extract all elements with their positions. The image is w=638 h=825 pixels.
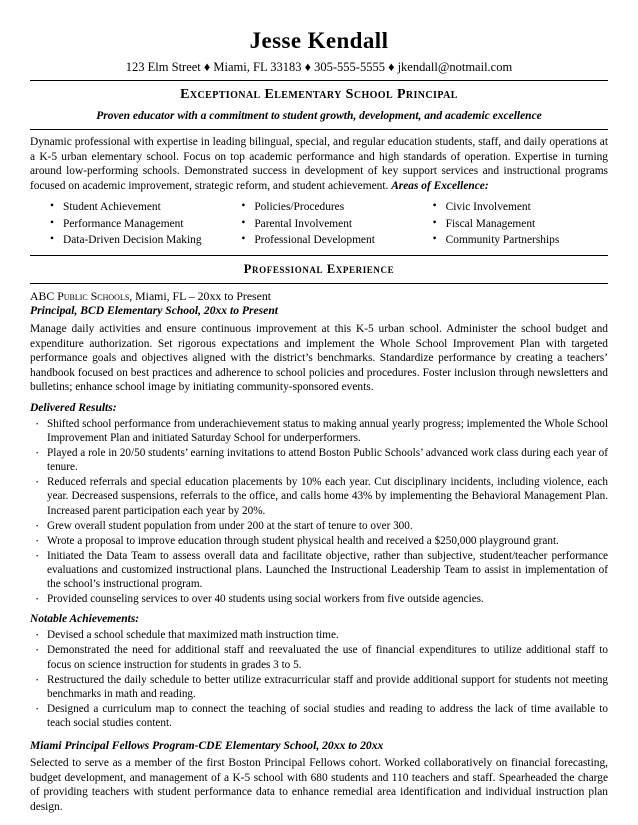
employer-line bbox=[30, 289, 608, 304]
list-item: • Professional Development bbox=[241, 232, 416, 249]
list-item: · Provided counseling services to over 40 students using social workers from five outside agencies. bbox=[30, 592, 608, 606]
list-item: · Played a role in 20/50 students’ earning invitations to attend Boston Public Schools’ advanced work class during each year of tenure. bbox=[30, 446, 608, 474]
list-item: · Wrote a proposal to improve education through student physical health and received a $250,000 playground grant. bbox=[30, 534, 608, 548]
list-item: · Reduced referrals and special education placements by 10% each year. Cut disciplinary incidents, including violence, each year. Decreased suspensions, referrals to the office, and calls home 43% by implementing the Behavioral Management Plan. Increased parent participation each year by 20%. bbox=[30, 475, 608, 517]
summary-paragraph bbox=[30, 135, 608, 193]
list-item: · Shifted school performance from underachievement status to making annual yearly progress; implemented the Whole School Improvement Plan and initiated Saturday School for underperformers. bbox=[30, 417, 608, 445]
excellence-column-1 bbox=[30, 199, 225, 249]
list-item: · Devised a school schedule that maximized math instruction time. bbox=[30, 628, 608, 642]
job-title: Principal, BCD Elementary School, 20xx to Present bbox=[30, 303, 278, 317]
employer-name: ABC Public Schools bbox=[30, 288, 130, 303]
list-item: • Performance Management bbox=[50, 216, 225, 233]
divider-below-experience-title bbox=[30, 283, 608, 284]
list-item: • Civic Involvement bbox=[433, 199, 608, 216]
summary-emphasis: Areas of Excellence: bbox=[391, 179, 489, 192]
page-title: Jesse Kendall bbox=[249, 28, 389, 53]
list-item: · Grew overall student population from under 200 at the start of tenure to over 300. bbox=[30, 519, 608, 533]
job-summary: Manage daily activities and ensure continuous improvement at this K-5 urban school. Administer the school budget and expenditure authorization. Set rigorous expectations and implement the Whole School Improvement Plan with targeted performance goals and objectives aligned with the district’s benchmarks. Standardize performance by creating a teachers’ handbook focused on best practices and adherence to school policies and procedures. Foster inclusion through newsletters and bulletins; enhance school image by initiating community-sponsored events. bbox=[30, 322, 608, 394]
excellence-column-3 bbox=[417, 199, 608, 249]
contact-line: 123 Elm Street ♦ Miami, FL 33183 ♦ 305-555-5555 ♦ jkendall@notmail.com bbox=[125, 60, 513, 74]
list-item: • Student Achievement bbox=[50, 199, 225, 216]
delivered-results-list bbox=[30, 417, 608, 606]
list-item: · Restructured the daily schedule to better utilize extracurricular staff and provide additional support for students not meeting benchmarks in math and reading. bbox=[30, 673, 608, 701]
fellows-program-text: Selected to serve as a member of the first Boston Principal Fellows cohort. Worked collaboratively on financial forecasting, budget development, and management of a K-5 school with 680 students and 110 teachers and staff. Spearheaded the charge of providing teachers with student performance data to enhance remedial area identification and individual instruction plan design. bbox=[30, 757, 608, 813]
section-title-experience: Professional Experience bbox=[243, 261, 395, 276]
fellows-program-title: Miami Principal Fellows Program-CDE Elementary School, 20xx to 20xx bbox=[30, 739, 384, 753]
delivered-results-heading: Delivered Results: bbox=[30, 401, 117, 414]
areas-of-excellence bbox=[30, 199, 608, 249]
notable-achievements-list bbox=[30, 628, 608, 730]
list-item: • Parental Involvement bbox=[241, 216, 416, 233]
list-item: • Policies/Procedures bbox=[241, 199, 416, 216]
employer-location-dates: , Miami, FL – 20xx to Present bbox=[129, 288, 272, 303]
tagline: Proven educator with a commitment to student growth, development, and academic excellence bbox=[96, 110, 542, 122]
divider-above-experience bbox=[30, 255, 608, 256]
divider-under-tagline bbox=[30, 129, 608, 130]
list-item: · Initiated the Data Team to assess overall data and facilitate objective, rather than subjective, student/teacher performance evaluations and customized instructional plans. Launched the Instructional Leadership Team to assist in implementation of the school’s instructional program. bbox=[30, 549, 608, 591]
list-item: • Data-Driven Decision Making bbox=[50, 232, 225, 249]
list-item: · Demonstrated the need for additional staff and reevaluated the use of financial expenditures to utilize additional staff to focus on science instruction for students in grades 3 to 5. bbox=[30, 643, 608, 671]
headline: Exceptional Elementary School Principal bbox=[180, 87, 458, 102]
excellence-column-2 bbox=[225, 199, 416, 249]
list-item: • Community Partnerships bbox=[433, 232, 608, 249]
list-item: • Fiscal Management bbox=[433, 216, 608, 233]
notable-achievements-heading: Notable Achievements: bbox=[30, 613, 140, 626]
divider-top bbox=[30, 80, 608, 81]
list-item: · Designed a curriculum map to connect the teaching of social studies and reading to address the lack of time available to teach social studies content. bbox=[30, 702, 608, 730]
summary-text: Dynamic professional with expertise in leading bilingual, special, and regular education students, staff, and daily operations at a K-5 urban elementary school. Focus on top academic performance and high standards of operation. Expertise in turning around low-performing schools. Demonstrated success in development of key support services and instructional programs focused on academic improvement, strategic reform, and student achievement. bbox=[30, 136, 608, 192]
